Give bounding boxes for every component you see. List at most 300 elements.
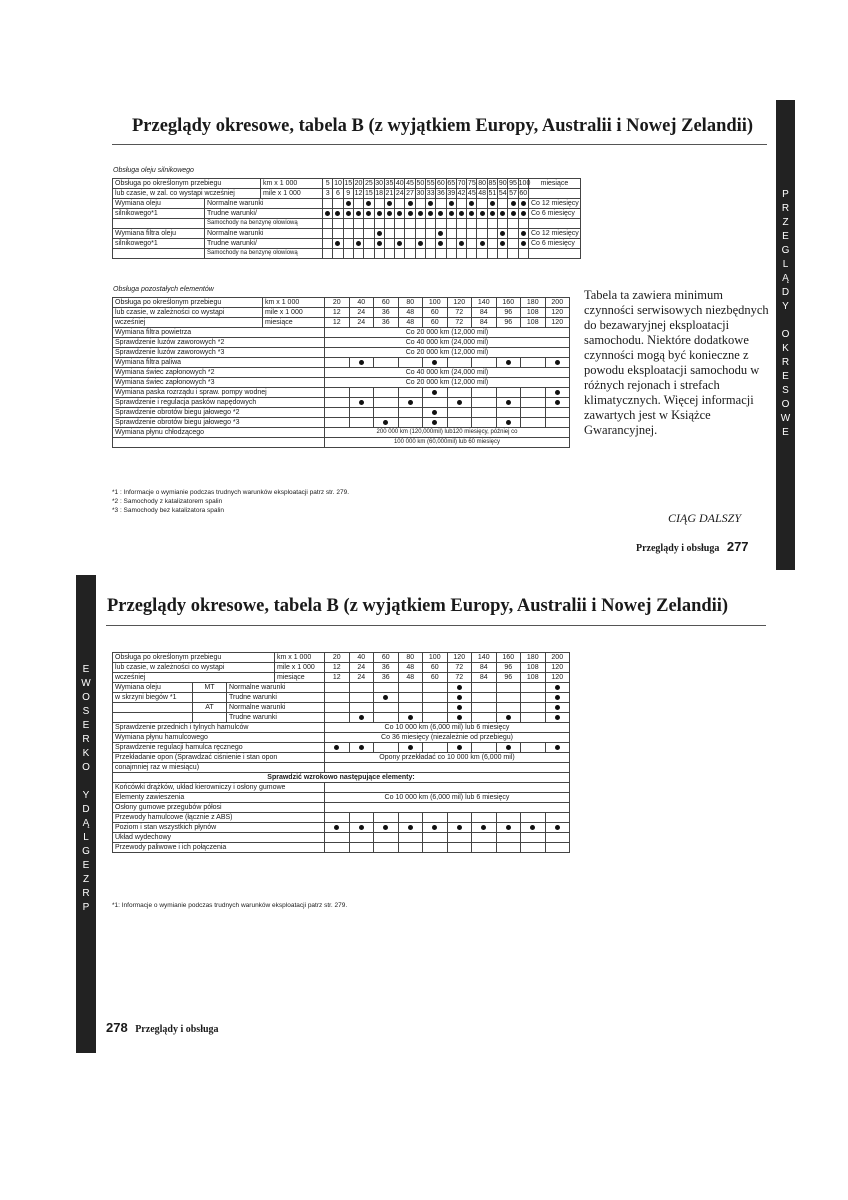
table-cell: 60	[374, 298, 399, 308]
table-cell	[415, 219, 425, 229]
service-dot	[506, 420, 511, 425]
table-cell	[415, 199, 425, 209]
table-cell	[374, 833, 399, 843]
table-cell	[456, 219, 466, 229]
service-dot	[387, 201, 392, 206]
table-cell: 25	[364, 180, 373, 187]
table-cell: Trudne warunki	[227, 713, 325, 723]
service-dot-cell	[325, 743, 350, 753]
table-cell: conajmniej raz w miesiącu)	[113, 763, 325, 773]
table-row	[113, 249, 581, 259]
table-cell	[398, 703, 423, 713]
table-cell: 51	[488, 190, 497, 197]
table-row	[113, 398, 570, 408]
table-cell	[487, 229, 497, 239]
table-cell	[423, 703, 448, 713]
table-cell: 160	[496, 298, 521, 308]
table-row	[113, 378, 570, 388]
table-cell: Obsługa po określonym przebiegu	[113, 298, 263, 308]
service-dot-cell	[423, 408, 448, 418]
service-dot	[428, 201, 433, 206]
side-tab-letter: W	[81, 678, 91, 689]
side-tab-letter: E	[82, 720, 90, 731]
table-row	[113, 308, 570, 318]
table-cell	[384, 249, 394, 259]
table-cell: 140	[472, 653, 497, 663]
table-cell: Wymiana oleju	[113, 199, 205, 209]
service-dot	[408, 400, 413, 405]
table-cell: 48	[398, 673, 423, 683]
table-cell: Co 12 miesięcy	[528, 199, 580, 209]
service-dot-cell	[508, 209, 518, 219]
service-dot	[457, 705, 462, 710]
side-tab-letter: E	[782, 231, 789, 242]
side-tab-letter: O	[781, 399, 790, 410]
page-278	[0, 575, 848, 1200]
service-dot	[408, 211, 413, 216]
table-cell: 200	[545, 653, 570, 663]
table-cell: 65	[447, 180, 456, 187]
table-cell	[374, 703, 399, 713]
service-dot-cell	[374, 209, 384, 219]
table-cell: 48	[398, 663, 423, 673]
table-cell: 35	[385, 180, 394, 187]
table-cell	[487, 239, 497, 249]
page-footer	[636, 539, 749, 554]
service-dot	[506, 400, 511, 405]
service-dot-cell	[456, 239, 466, 249]
side-tab-letter: E	[82, 860, 90, 871]
table-cell: Samochody na benzynę ołowiową	[205, 219, 323, 229]
table-row	[113, 653, 570, 663]
service-dot	[480, 211, 485, 216]
table-row	[113, 318, 570, 328]
service-dot	[521, 231, 526, 236]
table-row	[113, 229, 581, 239]
table-cell	[508, 229, 518, 239]
table-cell	[325, 803, 570, 813]
service-dot	[555, 360, 560, 365]
table-cell	[521, 693, 546, 703]
service-dot	[500, 241, 505, 246]
service-dot-cell	[374, 418, 399, 428]
table-cell: 10	[334, 180, 342, 187]
table-cell: Co 6 miesięcy	[528, 209, 580, 219]
table-row	[113, 663, 570, 673]
table-cell	[398, 693, 423, 703]
table-cell	[423, 833, 448, 843]
table-cell: Co 10 000 km (6,000 mil) lub 6 miesięcy	[325, 793, 570, 803]
table-cell	[325, 693, 350, 703]
service-dot	[457, 745, 462, 750]
service-dot	[359, 715, 364, 720]
table-cell: Wymiana filtra oleju	[113, 229, 205, 239]
table-cell	[425, 249, 435, 259]
service-dot	[359, 825, 364, 830]
table-cell	[374, 813, 399, 823]
service-dot-cell	[395, 209, 405, 219]
table-row	[113, 843, 570, 853]
service-dot-cell	[415, 209, 425, 219]
side-tab-letter: O	[82, 692, 90, 703]
table-cell: 100 000 km (60,000mil) lub 60 miesięcy	[325, 438, 570, 448]
table-cell	[456, 249, 466, 259]
table-row	[113, 428, 570, 438]
service-dot	[366, 211, 371, 216]
table-cell	[395, 229, 405, 239]
table-cell	[325, 833, 350, 843]
service-dot	[521, 241, 526, 246]
service-dot-cell	[447, 713, 472, 723]
table-cell: Wymiana paska rozrządu i spraw. pompy wodnej	[113, 388, 325, 398]
table-cell	[528, 189, 580, 199]
table-cell	[496, 388, 521, 398]
table-cell: Co 36 miesięcy (niezależnie od przebiegu)	[325, 733, 570, 743]
table-cell: 48	[398, 318, 423, 328]
table-cell: 9	[343, 189, 353, 199]
table-row	[113, 673, 570, 683]
side-tab-letter: P	[782, 189, 789, 200]
other-items-table	[112, 297, 570, 448]
service-dot-cell	[398, 713, 423, 723]
side-tab-letter: Y	[82, 790, 90, 801]
table-cell	[343, 229, 353, 239]
table-cell: Samochody na benzynę ołowiową	[205, 249, 323, 259]
table-cell	[521, 388, 546, 398]
service-dot	[490, 201, 495, 206]
table-cell	[436, 249, 446, 259]
service-dot	[428, 211, 433, 216]
table-cell	[405, 229, 415, 239]
table-cell	[374, 398, 399, 408]
table-cell	[353, 219, 363, 229]
service-dot	[457, 400, 462, 405]
table-cell: 24	[349, 673, 374, 683]
service-dot	[387, 211, 392, 216]
side-tab-letter: G	[82, 846, 90, 857]
service-dot	[490, 211, 495, 216]
table-cell	[349, 693, 374, 703]
table-cell	[498, 199, 508, 209]
service-dot	[334, 745, 339, 750]
table-cell: Elementy zawieszenia	[113, 793, 325, 803]
side-tab-letter: W	[780, 413, 791, 424]
table-cell	[423, 398, 448, 408]
table-cell: 80	[398, 653, 423, 663]
table-cell	[487, 249, 497, 259]
service-dot	[480, 241, 485, 246]
service-dot-cell	[405, 209, 415, 219]
service-dot-cell	[496, 823, 521, 833]
table-cell	[425, 239, 435, 249]
table-cell	[508, 249, 518, 259]
service-dot	[432, 410, 437, 415]
table-row	[113, 773, 570, 783]
table-row	[113, 179, 581, 189]
service-dot	[555, 745, 560, 750]
table-row	[113, 328, 570, 338]
table-cell: 60	[519, 190, 528, 197]
table-cell	[496, 693, 521, 703]
table-cell	[528, 249, 580, 259]
engine-oil-caption: Obsługa oleju silnikowego	[113, 167, 194, 174]
table-cell: Sprawdzenie i regulacja pasków napędowych	[113, 398, 325, 408]
table-cell	[423, 693, 448, 703]
service-dot-cell	[364, 199, 374, 209]
table-cell	[496, 408, 521, 418]
table-cell: 24	[349, 308, 374, 318]
table-row	[113, 348, 570, 358]
table-cell: 12	[325, 318, 350, 328]
table-cell: 40	[349, 653, 374, 663]
table-row	[113, 833, 570, 843]
table-cell	[325, 358, 350, 368]
service-dot-cell	[374, 239, 384, 249]
service-dot	[383, 825, 388, 830]
table-cell	[349, 683, 374, 693]
table-cell: mile x 1 000	[261, 189, 323, 199]
table-cell	[384, 229, 394, 239]
table-cell	[521, 418, 546, 428]
service-dot-cell	[477, 239, 487, 249]
table-cell	[521, 743, 546, 753]
service-dot	[521, 211, 526, 216]
service-dot	[506, 825, 511, 830]
table-cell: Sprawdzenie regulacji hamulca ręcznego	[113, 743, 325, 753]
service-dot-cell	[343, 209, 353, 219]
table-cell: 30	[416, 190, 425, 197]
service-dot-cell	[447, 703, 472, 713]
service-dot	[408, 745, 413, 750]
table-cell	[415, 229, 425, 239]
table-cell: 90	[498, 180, 507, 187]
continued-label: CIĄG DALSZY	[668, 511, 742, 525]
table-cell: Układ wydechowy	[113, 833, 325, 843]
table-cell	[521, 813, 546, 823]
table-cell: 108	[521, 663, 546, 673]
table-cell: mile x 1 000	[275, 663, 325, 673]
table-cell: Poziom i stan wszystkich płynów	[113, 823, 325, 833]
service-dot	[506, 360, 511, 365]
table-cell	[364, 249, 374, 259]
table-cell	[374, 683, 399, 693]
service-dot-cell	[398, 398, 423, 408]
table-cell	[477, 249, 487, 259]
table-cell: 120	[545, 318, 570, 328]
service-dot-cell	[423, 358, 448, 368]
service-dot-cell	[487, 209, 497, 219]
service-dot	[506, 715, 511, 720]
service-dot-cell	[545, 703, 570, 713]
service-dot	[438, 231, 443, 236]
table-cell: Trudne warunki/	[205, 239, 323, 249]
table-cell: 84	[472, 663, 497, 673]
table-cell: AT	[193, 703, 227, 713]
side-tab-letter: S	[82, 706, 90, 717]
engine-oil-table	[112, 178, 581, 259]
table-cell: Co 6 miesięcy	[528, 239, 580, 249]
table-cell: 120	[545, 663, 570, 673]
table-cell	[456, 229, 466, 239]
table-cell	[395, 199, 405, 209]
table-cell: 20	[354, 180, 363, 187]
table-cell	[447, 388, 472, 398]
table-cell	[343, 219, 353, 229]
table-row	[113, 713, 570, 723]
table-cell	[325, 398, 350, 408]
table-cell: 12	[354, 190, 363, 197]
service-dot-cell	[374, 823, 399, 833]
table-cell	[325, 843, 350, 853]
table-cell	[193, 713, 227, 723]
service-dot	[459, 241, 464, 246]
service-dot	[408, 715, 413, 720]
table-cell: Sprawdzić wzrokowo następujące elementy:	[113, 773, 570, 783]
table-cell	[398, 833, 423, 843]
table-cell: Normalne warunki	[205, 229, 323, 239]
table-cell: 15	[344, 180, 353, 187]
table-cell	[398, 683, 423, 693]
side-tab-letter: D	[781, 287, 790, 298]
table-cell	[467, 239, 477, 249]
table-cell: 57	[509, 190, 517, 197]
service-dot-cell	[425, 199, 435, 209]
table-cell	[472, 398, 497, 408]
footer-label: Przeglądy i obsługa	[636, 543, 720, 554]
service-dot	[555, 705, 560, 710]
service-dot-cell	[498, 229, 508, 239]
table-cell: 45	[406, 180, 414, 187]
table-cell: 60	[374, 653, 399, 663]
table-cell	[423, 843, 448, 853]
service-dot-cell	[353, 209, 363, 219]
page-number: 277	[726, 539, 749, 554]
table-cell: 40	[395, 180, 404, 187]
side-tab-letter: E	[782, 371, 789, 382]
table-row	[113, 239, 581, 249]
service-dot	[383, 695, 388, 700]
table-cell: 200	[545, 298, 570, 308]
page-footer	[106, 1020, 219, 1035]
service-dot	[359, 360, 364, 365]
table-cell	[415, 249, 425, 259]
table-cell	[398, 843, 423, 853]
side-tab-letter: D	[82, 804, 90, 815]
footnote: *1: Informacje o wymianie podczas trudnych warunków eksploatacji patrz str. 279.	[112, 902, 348, 909]
service-dot	[377, 211, 382, 216]
table-cell	[472, 388, 497, 398]
service-dot-cell	[518, 199, 528, 209]
table-cell	[333, 219, 343, 229]
table-cell: 36	[374, 308, 399, 318]
service-dot-cell	[343, 199, 353, 209]
table-cell	[343, 249, 353, 259]
table-cell	[447, 358, 472, 368]
table-row	[113, 803, 570, 813]
service-dot-cell	[496, 358, 521, 368]
table-cell: 21	[385, 190, 394, 197]
table-row	[113, 219, 581, 229]
service-dot-cell	[349, 823, 374, 833]
table-cell: 72	[447, 318, 472, 328]
table-cell: 30	[375, 180, 384, 187]
service-dot	[418, 241, 423, 246]
table-cell	[333, 199, 343, 209]
table-cell: Opony przekładać co 10 000 km (6,000 mil)	[325, 753, 570, 763]
service-dot-cell	[349, 398, 374, 408]
table-row	[113, 683, 570, 693]
table-cell: Co 40 000 km (24,000 mil)	[325, 368, 570, 378]
table-cell: 120	[447, 298, 472, 308]
table-cell: 180	[521, 298, 546, 308]
service-dot-cell	[498, 239, 508, 249]
table-cell: 12	[325, 663, 350, 673]
table-cell	[472, 418, 497, 428]
table-cell: km x 1 000	[263, 298, 325, 308]
table-cell	[496, 683, 521, 693]
table-cell	[384, 219, 394, 229]
service-dot-cell	[405, 199, 415, 209]
table-cell	[374, 713, 399, 723]
table-cell: 24	[349, 318, 374, 328]
table-cell: 60	[423, 663, 448, 673]
service-dot	[469, 211, 474, 216]
service-dot	[383, 420, 388, 425]
service-dot-cell	[545, 823, 570, 833]
service-dot-cell	[384, 199, 394, 209]
service-dot	[335, 241, 340, 246]
service-dot-cell	[364, 209, 374, 219]
table-cell	[333, 229, 343, 239]
table-cell	[446, 249, 456, 259]
table-cell: 12	[325, 308, 350, 318]
table-cell: Przewody paliwowe i ich połączenia	[113, 843, 325, 853]
table-cell: 100	[423, 653, 448, 663]
table-cell: Sprawdzenie luzów zaworowych *3	[113, 348, 325, 358]
service-dot	[449, 201, 454, 206]
table-row	[113, 743, 570, 753]
service-dot-cell	[374, 693, 399, 703]
service-dot-cell	[518, 239, 528, 249]
table-cell	[446, 229, 456, 239]
side-tab-letter: R	[82, 888, 90, 899]
service-dot-cell	[496, 418, 521, 428]
table-cell	[447, 833, 472, 843]
table-row	[113, 813, 570, 823]
table-cell	[353, 229, 363, 239]
service-dot-cell	[436, 209, 446, 219]
service-dot-cell	[487, 199, 497, 209]
table-cell: 96	[496, 663, 521, 673]
service-dot-cell	[545, 683, 570, 693]
table-cell: 36	[374, 673, 399, 683]
table-cell: Wymiana filtra powietrza	[113, 328, 325, 338]
table-cell: 72	[447, 308, 472, 318]
table-cell: 72	[447, 673, 472, 683]
table-cell	[374, 388, 399, 398]
table-cell	[423, 743, 448, 753]
table-cell	[349, 843, 374, 853]
service-dot-cell	[545, 388, 570, 398]
service-dot-cell	[518, 229, 528, 239]
side-tab-letter: O	[781, 329, 790, 340]
table-cell	[545, 813, 570, 823]
table-cell: Co 20 000 km (12,000 mil)	[325, 348, 570, 358]
table-cell	[325, 813, 350, 823]
side-tab-letter: Z	[782, 217, 789, 228]
table-cell	[323, 229, 333, 239]
side-tab-letter: E	[82, 664, 90, 675]
